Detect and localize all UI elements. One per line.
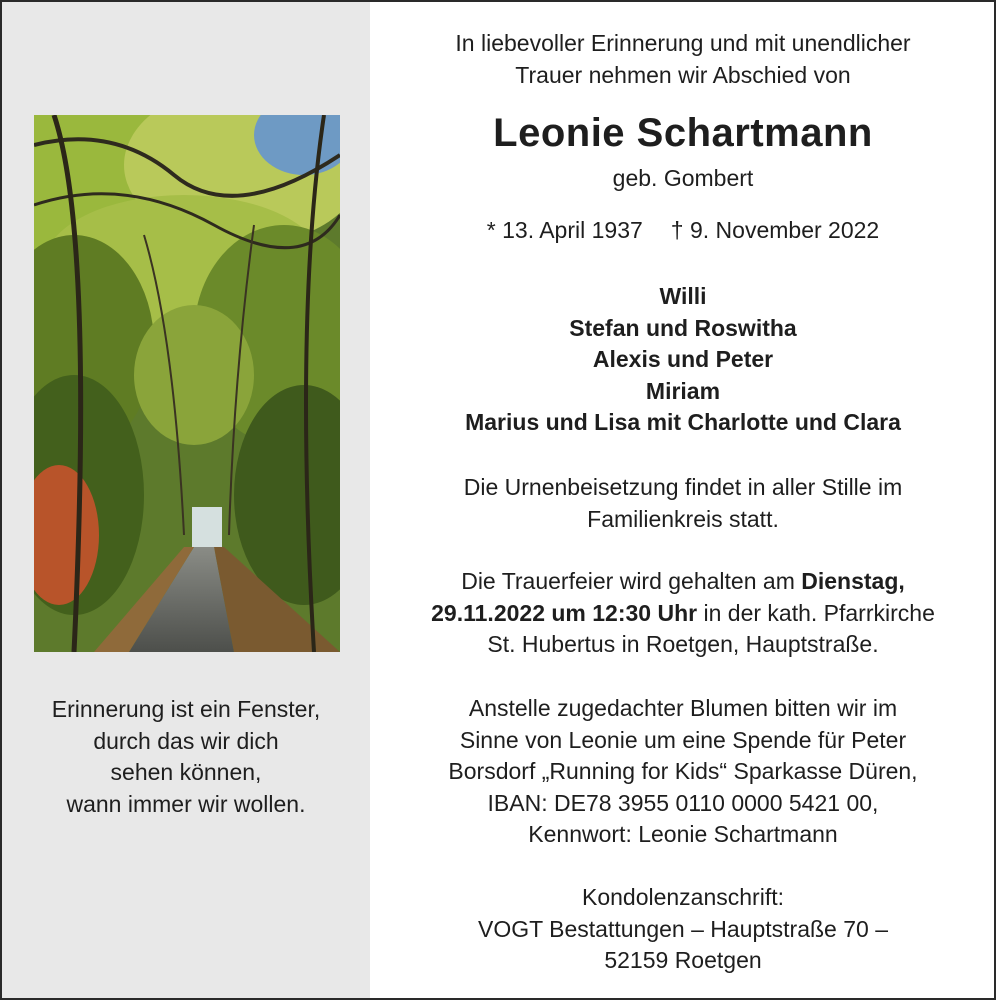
family-member: Willi [659, 283, 707, 309]
quote-line: wann immer wir wollen. [66, 790, 306, 817]
intro-text [372, 28, 994, 91]
donation-keyword: Kennwort: Leonie Schartmann [528, 821, 838, 847]
intro-line: Trauer nehmen wir Abschied von [515, 61, 851, 88]
service-text: in der kath. Pfarrkirche [697, 599, 935, 626]
intro-line: In liebevoller Erinnerung und mit unendlicher [455, 30, 911, 56]
donation-line: Borsdorf „Running for Kids“ Sparkasse Düren, [448, 758, 918, 784]
condolence-line: 52159 Roetgen [604, 947, 762, 973]
donation-iban: IBAN: DE78 3955 0110 0000 5421 00, [487, 789, 879, 816]
quote-line: Erinnerung ist ein Fenster, [51, 696, 321, 722]
maiden-name-text: geb. Gombert [612, 165, 754, 191]
quote-line: sehen können, [110, 759, 262, 785]
death-date: † 9. November 2022 [670, 217, 880, 243]
condolence-line: VOGT Bestattungen – Hauptstraße 70 – [478, 915, 888, 942]
family-list [372, 281, 994, 439]
service-line-3: St. Hubertus in Roetgen, Hauptstraße. [487, 631, 879, 657]
birth-date: * 13. April 1937 [486, 217, 643, 243]
condolence-label: Kondolenzanschrift: [581, 884, 784, 910]
family-member: Marius und Lisa mit Charlotte und Clara [465, 409, 901, 435]
donation-notice [372, 693, 994, 851]
donation-line: Anstelle zugedachter Blumen bitten wir im [468, 695, 898, 721]
service-day: Dienstag, [801, 568, 905, 594]
deceased-name: Leonie Schartmann [493, 111, 873, 155]
burial-notice [372, 472, 994, 535]
burial-line: Die Urnenbeisetzung findet in aller Stille im [463, 474, 903, 500]
condolence-address [372, 882, 994, 977]
donation-line: Sinne von Leonie um eine Spende für Peter [459, 726, 907, 753]
burial-line: Familienkreis statt. [587, 505, 779, 532]
service-line-1 [372, 566, 994, 598]
right-panel [372, 2, 994, 998]
family-member: Alexis und Peter [592, 346, 774, 372]
quote-line: durch das wir dich [93, 727, 279, 754]
life-dates [372, 215, 994, 247]
family-member: Miriam [645, 377, 721, 404]
maiden-name [372, 163, 994, 195]
family-member: Stefan und Roswitha [569, 314, 797, 341]
service-notice [372, 566, 994, 661]
tree-lined-path-photo [34, 115, 340, 652]
left-panel [2, 2, 370, 998]
service-line-2 [372, 598, 994, 630]
service-text: Die Trauerfeier wird gehalten am [461, 568, 802, 594]
memorial-quote [2, 694, 370, 820]
service-datetime: 29.11.2022 um 12:30 Uhr [431, 599, 698, 626]
